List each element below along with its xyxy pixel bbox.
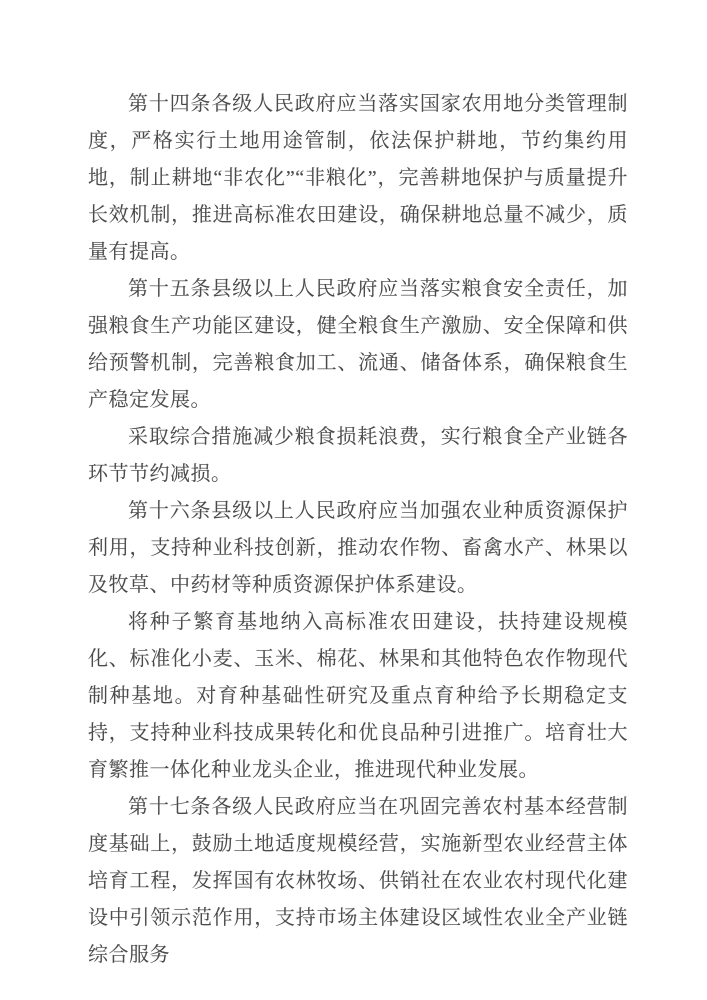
paragraph-article-16: 第十六条县级以上人民政府应当加强农业种质资源保护利用，支持种业科技创新，推动农作物、畜禽水产、林果以及牧草、中药材等种质资源保护体系建设。 xyxy=(88,500,628,596)
paragraph-article-17: 第十七条各级人民政府应当在巩固完善农村基本经营制度基础上，鼓励土地适度规模经营，实施新型农业经营主体培育工程，发挥国有农林牧场、供销社在农业农村现代化建设中引领示范作用，支持市场主体建设区域性农业全产业链综合服务 xyxy=(88,796,628,966)
paragraph-article-14: 第十四条各级人民政府应当落实国家农用地分类管理制度，严格实行土地用途管制，依法保护耕地，节约集约用地，制止耕地“非农化”“非粮化”，完善耕地保护与质量提升长效机制，推进高标准农田建设，确保耕地总量不减少，质量有提高。 xyxy=(88,93,628,263)
paragraph-article-15: 第十五条县级以上人民政府应当落实粮食安全责任，加强粮食生产功能区建设，健全粮食生产激励、安全保障和供给预警机制，完善粮食加工、流通、储备体系，确保粮食生产稳定发展。 xyxy=(88,278,628,411)
paragraph-article-16-continued: 将种子繁育基地纳入高标准农田建设，扶持建设规模化、标准化小麦、玉米、棉花、林果和其他特色农作物现代制种基地。对育种基础性研究及重点育种给予长期稳定支持，支持种业科技成果转化和优良品种引进推广。培育壮大育繁推一体化种业龙头企业，推进现代种业发展。 xyxy=(88,611,628,781)
paragraph-article-15-continued: 采取综合措施减少粮食损耗浪费，实行粮食全产业链各环节节约减损。 xyxy=(88,426,628,485)
document-content xyxy=(88,86,628,974)
